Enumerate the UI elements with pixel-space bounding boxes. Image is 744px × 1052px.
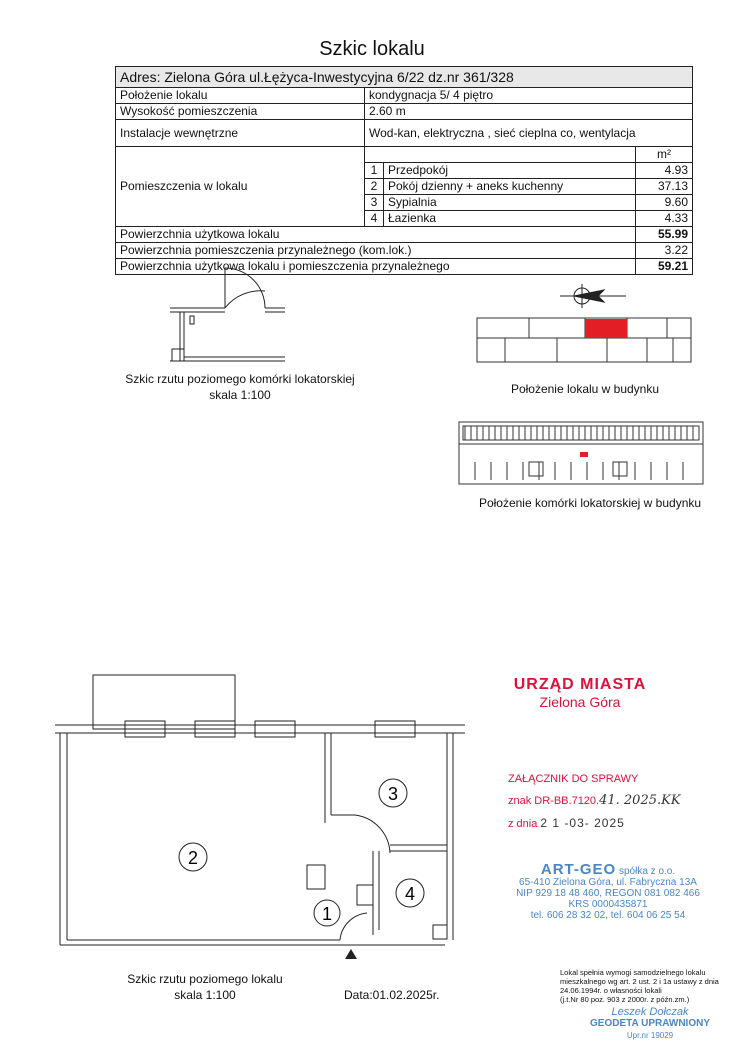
office-stamp-line1: URZĄD MIASTA [513, 676, 647, 693]
building-floor-plan [477, 318, 697, 368]
apartment-floor-plan [55, 675, 475, 965]
apartment-highlight [585, 319, 627, 338]
company-phone: tel. 606 28 32 02, tel. 604 06 25 54 [530, 910, 686, 921]
room-name: Sypialnia [384, 195, 636, 211]
note-line: mieszkalnego wg art. 2 ust. 2 i 1a ustawy z dnia [560, 977, 719, 986]
surveyor-stamp [590, 1006, 710, 1042]
info-label: Instalacje wewnętrzne [116, 120, 365, 147]
room-area: 9.60 [636, 195, 693, 211]
room-num: 1 [365, 163, 384, 179]
room-area: 37.13 [636, 179, 693, 195]
attachment-line1: ZAŁĄCZNIK DO SPRAWY [508, 773, 639, 785]
total-value: 59.21 [636, 259, 693, 275]
attachment-case-prefix: znak DR-BB.7120. [508, 795, 600, 807]
company-stamp [508, 861, 708, 921]
company-krs: KRS 0000435871 [568, 899, 648, 910]
total-value: 55.99 [636, 227, 693, 243]
page-title: Szkic lokalu [319, 38, 425, 60]
info-table [115, 66, 693, 275]
entrance-arrow-icon [345, 949, 357, 959]
storage-scale: skala 1:100 [209, 388, 271, 402]
storage-sketch [160, 283, 290, 368]
storage-location-caption: Położenie komórki lokatorskiej w budynku [478, 496, 702, 510]
address-cell: Adres: Zielona Góra ul.Łężyca-Inwestycyjna 6/22 dz.nr 361/328 [116, 67, 693, 88]
floor-caption: Szkic rzutu poziomego lokalu [127, 972, 283, 986]
info-label: Wysokość pomieszczenia [116, 104, 365, 120]
rooms-label: Pomieszczenia w lokalu [116, 147, 365, 227]
compass-icon [560, 282, 630, 312]
office-stamp-line2: Zielona Góra [539, 694, 621, 710]
room-area: 4.93 [636, 163, 693, 179]
info-value: 2.60 m [365, 104, 693, 120]
room-num: 3 [365, 195, 384, 211]
note-line: Lokal spełnia wymogi samodzielnego lokalu [560, 968, 706, 977]
attachment-date: 2 1 -03- 2025 [540, 816, 625, 830]
office-stamp [500, 676, 660, 710]
info-value: Wod-kan, elektryczna , sieć cieplna co, wentylacja [365, 120, 693, 147]
room-name: Łazienka [384, 211, 636, 227]
company-name: ART-GEO [540, 861, 617, 878]
attachment-case-number: 41. 2025.KK [599, 793, 681, 808]
total-label: Powierzchnia pomieszczenia przynależnego (kom.lok.) [116, 243, 636, 259]
total-row [116, 227, 693, 243]
info-row [116, 88, 693, 104]
basement-plan [455, 418, 715, 490]
total-label: Powierzchnia użytkowa lokalu [116, 227, 636, 243]
floor-scale: skala 1:100 [174, 988, 236, 1002]
attachment-stamp [508, 768, 681, 835]
total-value: 3.22 [636, 243, 693, 259]
info-label: Położenie lokalu [116, 88, 365, 104]
total-row [116, 243, 693, 259]
room-name: Przedpokój [384, 163, 636, 179]
info-row [116, 104, 693, 120]
location-caption: Położenie lokalu w budynku [510, 382, 660, 396]
total-row [116, 259, 693, 275]
attachment-date-prefix: z dnia [508, 818, 538, 830]
room-num: 4 [365, 211, 384, 227]
room-area: 4.33 [636, 211, 693, 227]
storage-caption: Szkic rzutu poziomego komórki lokatorskiej [125, 372, 355, 386]
surveyor-number: Upr.nr 19029 [626, 1031, 674, 1040]
total-label: Powierzchnia użytkowa lokalu i pomieszczenia przynależnego [116, 259, 636, 275]
company-ids: NIP 929 18 48 460, REGON 081 082 466 [516, 888, 700, 899]
legal-note [560, 968, 719, 1004]
info-row [116, 120, 693, 147]
date-label: Data:01.02.2025r. [344, 988, 440, 1002]
room-num: 2 [365, 179, 384, 195]
company-address: 65-410 Zielona Góra, ul. Fabryczna 13A [519, 877, 697, 888]
room-name: Pokój dzienny + aneks kuchenny [384, 179, 636, 195]
note-line: (j.t.Nr 80 poz. 903 z 2000r. z późn.zm.) [560, 995, 690, 1004]
note-line: 24.06.1994r. o własności lokali [560, 986, 662, 995]
room-label: 3 [387, 784, 399, 804]
info-value: kondygnacja 5/ 4 piętro [365, 88, 693, 104]
storage-highlight [580, 452, 588, 457]
room-label: 2 [187, 848, 199, 868]
room-label: 1 [321, 904, 333, 924]
unit-label: m² [636, 147, 693, 163]
surveyor-title: GEODETA UPRAWNIONY [590, 1018, 711, 1029]
room-label: 4 [404, 884, 416, 904]
surveyor-name: Leszek Dołczak [611, 1006, 689, 1018]
company-suffix: spółka z o.o. [618, 866, 676, 877]
